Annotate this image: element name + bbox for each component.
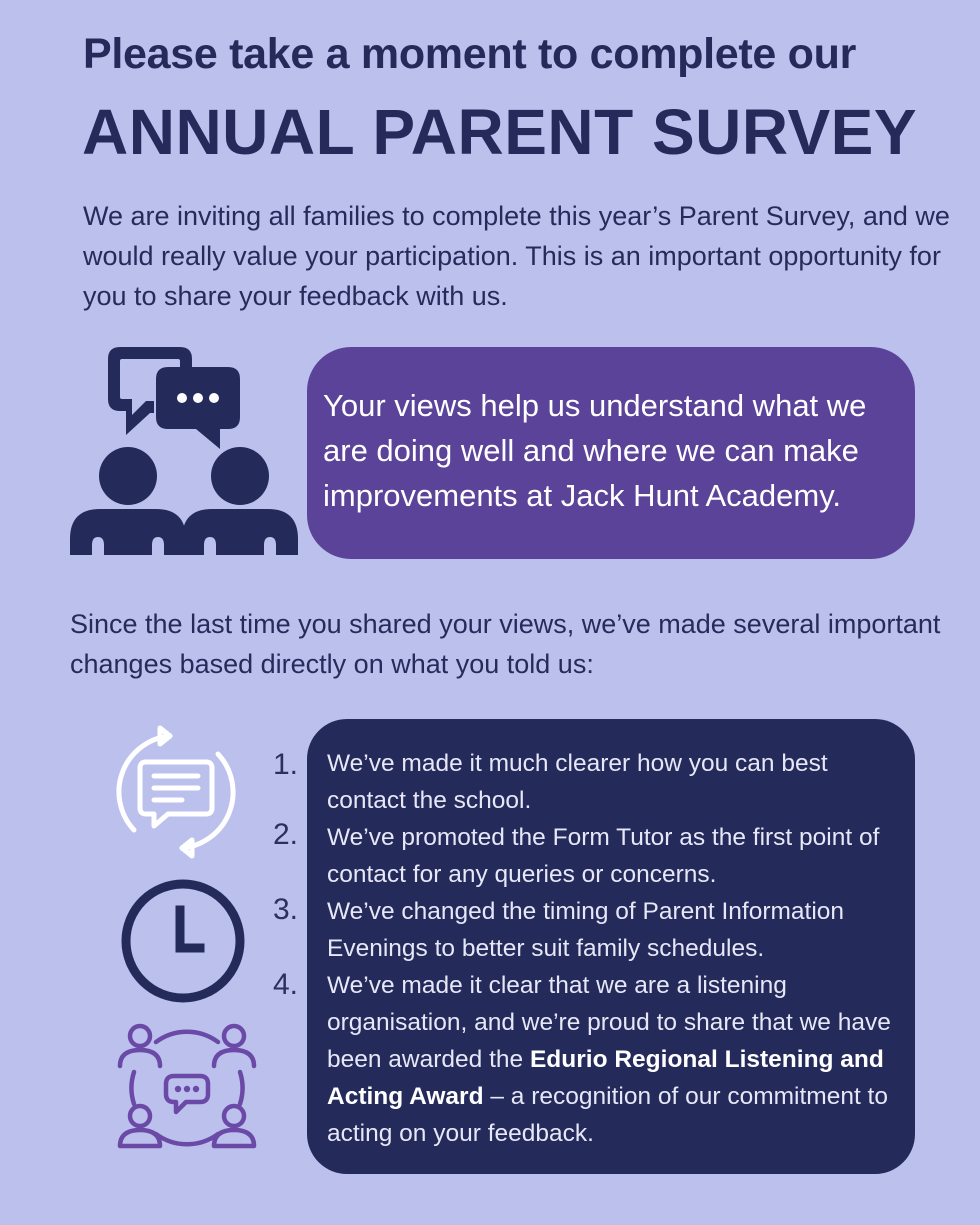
changes-intro-paragraph: Since the last time you shared your views, we’ve made several important changes based directly on what you told us:: [70, 609, 941, 679]
change-item-1: We’ve made it much clearer how you can best contact the school.: [327, 750, 828, 814]
community-chat-icon: [116, 1022, 258, 1154]
change-item-4: [327, 967, 897, 1152]
change-number: 1.: [272, 748, 298, 781]
change-item-3: We’ve changed the timing of Parent Information Evenings to better suit family schedules.: [327, 898, 845, 962]
callout-box: [307, 347, 915, 559]
heading-line-1: Please take a moment to complete our: [83, 30, 857, 78]
change-item-4-text-before: We’ve made it clear that we are a listening organisation, and we’re proud to share that we have been awarded the: [327, 972, 891, 1073]
change-number: 4.: [272, 968, 298, 1001]
intro-paragraph: We are inviting all families to complete this year’s Parent Survey, and we would really value your participation. This is an important opportunity for you to share your feedback with us.: [83, 201, 950, 311]
change-number: 2.: [272, 818, 298, 851]
refresh-message-icon: [112, 722, 240, 862]
heading-title: ANNUAL PARENT SURVEY: [82, 96, 917, 168]
award-name: Edurio Regional Listening and Acting Award: [327, 1046, 884, 1110]
change-item-4-text-after: – a recognition of our commitment to acting on your feedback.: [327, 1083, 888, 1147]
change-number: 3.: [272, 893, 298, 926]
change-item-2: We’ve promoted the Form Tutor as the first point of contact for any queries or concerns.: [327, 824, 880, 888]
conversation-people-icon: [68, 345, 300, 561]
clock-icon: [118, 876, 248, 1006]
callout-text: Your views help us understand what we are doing well and where we can make improvements at Jack Hunt Academy.: [323, 388, 867, 513]
